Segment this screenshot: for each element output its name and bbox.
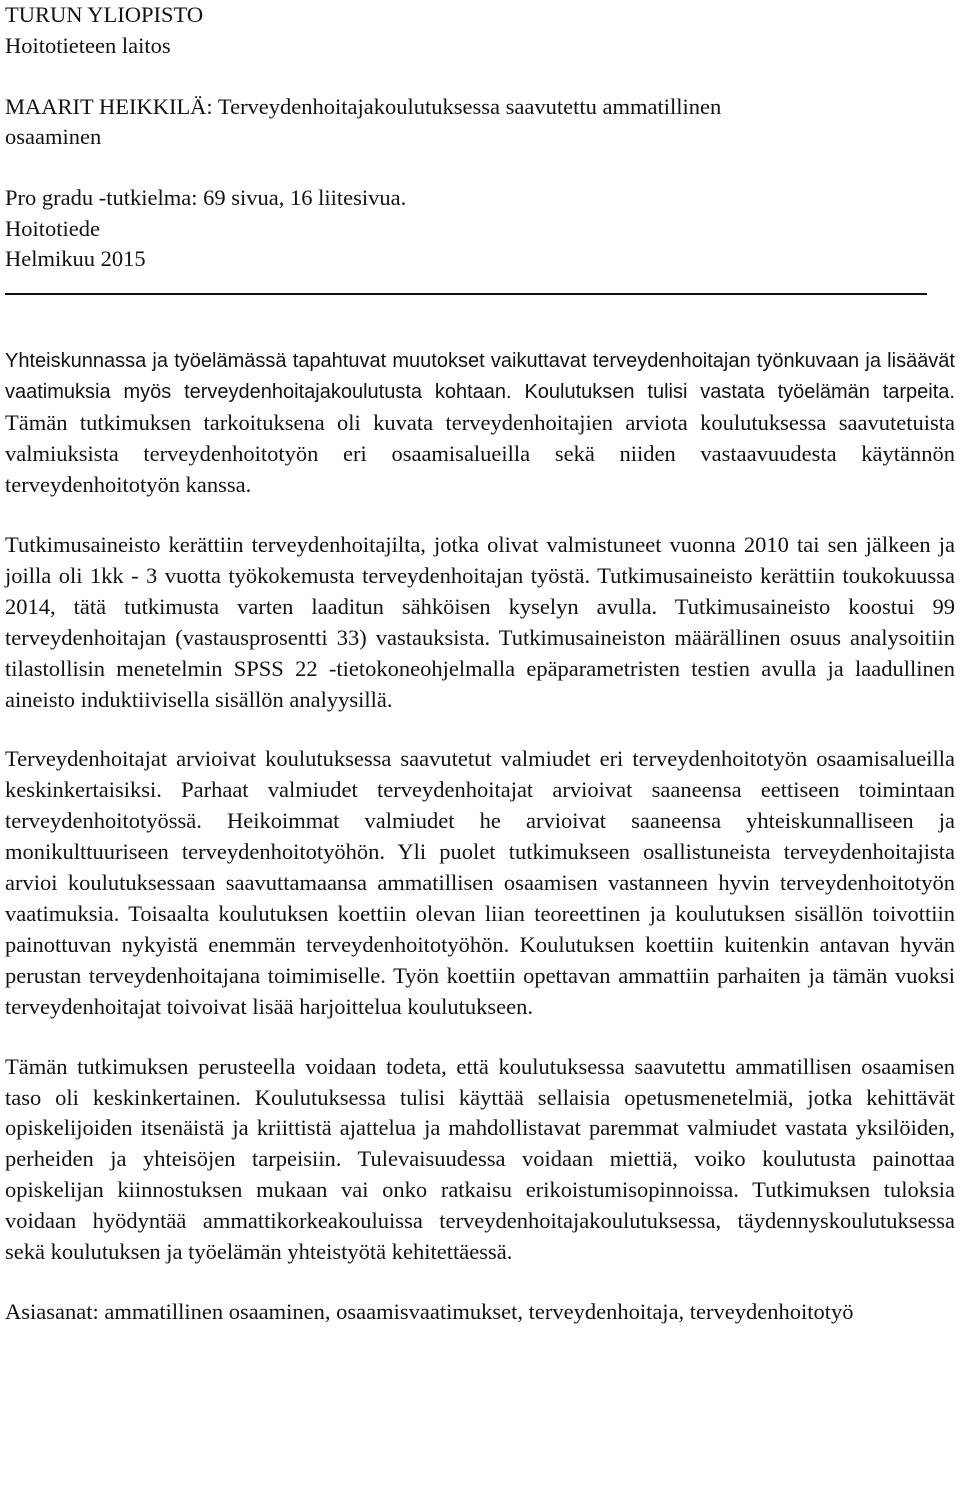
- header-divider: [5, 293, 927, 295]
- thesis-title-line-2: osaaminen: [5, 124, 102, 149]
- abstract-body: [5, 345, 955, 1328]
- subject: Hoitotiede: [5, 215, 100, 241]
- abstract-page: [5, 0, 955, 1328]
- abstract-paragraph-3: Terveydenhoitajat arvioivat koulutuksessa saavutetut valmiudet eri terveydenhoitotyön osaamisalueilla keskinkertaisiksi. Parhaat valmiudet terveydenhoitajat arvioivat saaneensa eettiseen toimintaan terveydenhoitotyössä. Heikoimmat valmiudet he arvioivat saaneensa yhteiskunnalliseen ja monikulttuuriseen terveydenhoitotyöhön. Yli puolet tutkimukseen osallistuneista terveydenhoitajista arvioi koulutuksessaan saavuttamaansa ammatillisen osaamisen vastanneen hyvin terveydenhoitotyön vaatimuksia. Toisaalta koulutuksen koettiin olevan liian teoreettinen ja koulutuksen sisällön toivottiin painottuvan nykyistä enemmän terveydenhoitotyöhön. Koulutuksen koettiin kuitenkin antavan hyvän perustan terveydenhoitajana toimimiselle. Työn koettiin opettavan ammattiin parhaiten ja tämän vuoksi terveydenhoitajat toivoivat lisää harjoittelua koulutukseen.: [5, 746, 955, 1019]
- thesis-title-line-1: MAARIT HEIKKILÄ: Terveydenhoitajakoulutuksessa saavutettu ammatillinen: [5, 93, 722, 119]
- keywords: Asiasanat: ammatillinen osaaminen, osaamisvaatimukset, terveydenhoitaja, terveydenhoitotyö: [5, 1298, 854, 1324]
- abstract-paragraph-1-serif: Tämän tutkimuksen tarkoituksena oli kuvata terveydenhoitajien arviota koulutuksessa saavutetuista valmiuksista terveydenhoitotyön eri osaamisalueilla sekä niiden vastaavuudesta käytännön terveydenhoitotyön kanssa.: [5, 410, 955, 498]
- abstract-paragraph-1-sans: Yhteiskunnassa ja työelämässä tapahtuvat muutokset vaikuttavat terveydenhoitajan työnkuvaan ja lisäävät vaatimuksia myös terveydenhoitajakoulutusta kohtaan. Koulutuksen tulisi vastata työelämän tarpeita.: [5, 349, 955, 404]
- abstract-paragraph-4: Tämän tutkimuksen perusteella voidaan todeta, että koulutuksessa saavutettu ammatillisen osaamisen taso oli keskinkertainen. Koulutuksessa tulisi käyttää sellaisia opetusmenetelmiä, jotka kehittävät opiskelijoiden itsenäistä ja kriittistä ajattelua ja mahdollistavat paremmat valmiudet vastata yksilöiden, perheiden ja yhteisöjen tarpeisiin. Tulevaisuudessa voidaan miettiä, voiko koulutusta painottaa opiskelijan kiinnostuksen mukaan vai onko ratkaisu erikoistumisopinnoissa. Tutkimuksen tuloksia voidaan hyödyntää ammattikorkeakouluissa terveydenhoitajakoulutuksessa, täydennyskoulutuksessa sekä koulutuksen ja työelämän yhteistyötä kehitettäessä.: [5, 1053, 955, 1265]
- abstract-paragraph-1: [5, 345, 955, 502]
- page-count: Pro gradu -tutkielma: 69 sivua, 16 liitesivua.: [5, 185, 407, 210]
- abstract-paragraph-2: Tutkimusaineisto kerättiin terveydenhoitajilta, jotka olivat valmistuneet vuonna 2010 tai sen jälkeen ja joilla oli 1kk - 3 vuotta työkokemusta terveydenhoitajan työstä. Tutkimusaineisto kerättiin toukokuussa 2014, tätä tutkimusta varten laaditun sähköisen kyselyn avulla. Tutkimusaineisto koostui 99 terveydenhoitajan (vastausprosentti 33) vastauksista. Tutkimusaineiston määrällinen osuus analysoitiin tilastollisin menetelmin SPSS 22 -tietokoneohjelmalla epäparametristen testien avulla ja laadullinen aineisto induktiivisella sisällön analyysillä.: [5, 532, 955, 712]
- university-name: TURUN YLIOPISTO: [5, 2, 204, 27]
- date: Helmikuu 2015: [5, 246, 146, 271]
- department-name: Hoitotieteen laitos: [5, 32, 171, 58]
